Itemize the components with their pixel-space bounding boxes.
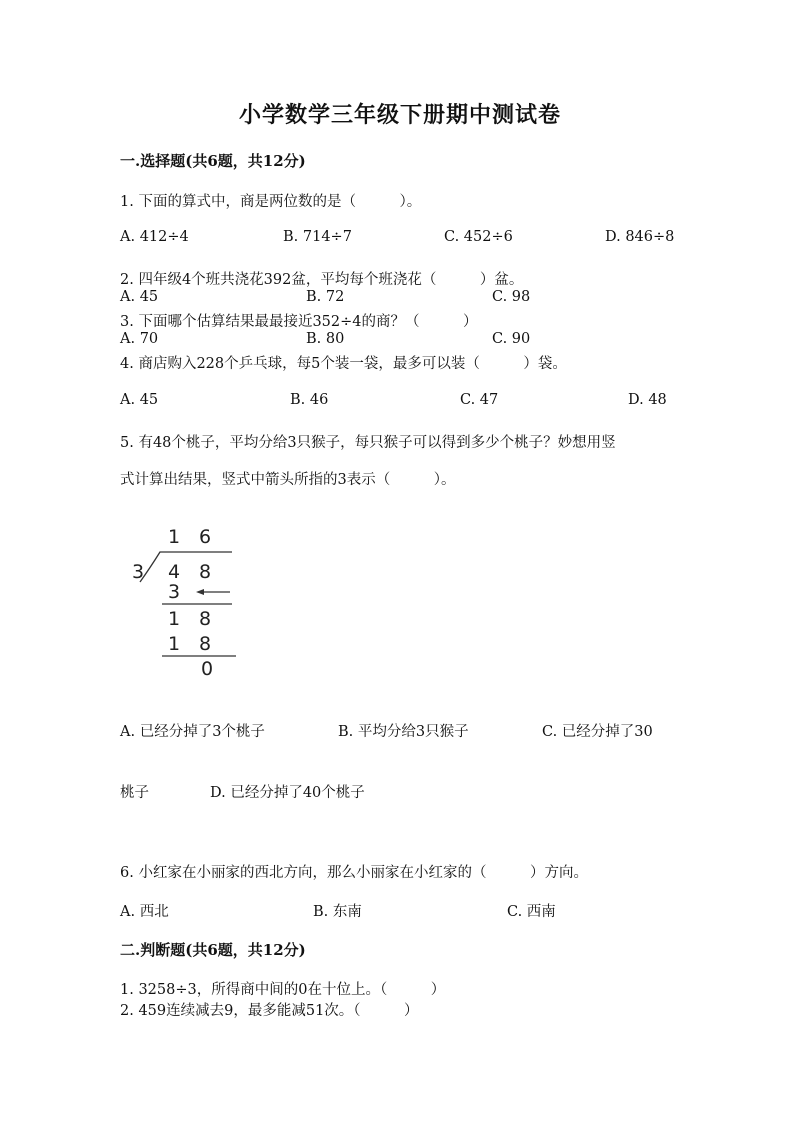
question-5-stem-line2: 式计算出结果，竖式中箭头所指的3表示（ ）。 [120, 472, 456, 488]
remainder-row-digit-2: 8 [199, 608, 212, 630]
quotient-digit-1: 1 [168, 526, 181, 548]
q5-option-c: C. 已经分掉了30 [542, 724, 653, 740]
q1-option-c: C. 452÷6 [444, 229, 513, 245]
partial-product-3: 3 [168, 581, 181, 603]
question-4-stem: 4. 商店购入228个乒乓球，每5个装一袋，最多可以装（ ）袋。 [120, 356, 567, 372]
q5-option-b: B. 平均分给3只猴子 [338, 724, 469, 740]
judge-question-2: 2. 459连续减去9，最多能减51次。（ ） [120, 1003, 419, 1019]
remainder-row-digit-1: 1 [168, 608, 181, 630]
q3-option-c: C. 90 [492, 331, 531, 347]
section-heading-choice: 一.选择题(共6题，共12分) [120, 152, 306, 170]
q5-option-c-wrap: 桃子 [120, 785, 149, 801]
q3-option-a: A. 70 [120, 331, 159, 347]
long-division-figure [120, 520, 250, 680]
question-1-stem: 1. 下面的算式中，商是两位数的是（ ）。 [120, 194, 422, 210]
q1-option-a: A. 412÷4 [120, 229, 189, 245]
q1-option-d: D. 846÷8 [605, 229, 675, 245]
division-bracket [140, 552, 232, 582]
section-heading-judge: 二.判断题(共6题，共12分) [120, 941, 306, 959]
q4-option-c: C. 47 [460, 392, 499, 408]
q4-option-b: B. 46 [290, 392, 329, 408]
q2-option-b: B. 72 [306, 289, 345, 305]
q5-option-a: A. 已经分掉了3个桃子 [120, 724, 265, 740]
q6-option-b: B. 东南 [313, 904, 362, 920]
final-remainder: 0 [201, 658, 214, 680]
q6-option-a: A. 西北 [120, 904, 169, 920]
q4-option-a: A. 45 [120, 392, 159, 408]
question-5-stem-line1: 5. 有48个桃子，平均分给3只猴子，每只猴子可以得到多少个桃子？妙想用竖 [120, 435, 616, 451]
q1-option-b: B. 714÷7 [283, 229, 352, 245]
quotient-digit-2: 6 [199, 526, 212, 548]
question-2-stem: 2. 四年级4个班共浇花392盆，平均每个班浇花（ ）盆。 [120, 272, 524, 288]
question-3-stem: 3. 下面哪个估算结果最最接近352÷4的商？（ ） [120, 314, 478, 330]
page-title: 小学数学三年级下册期中测试卷 [238, 102, 561, 128]
q3-option-b: B. 80 [306, 331, 345, 347]
product-row-digit-2: 8 [199, 633, 212, 655]
dividend-digit-1: 4 [168, 561, 181, 583]
q5-option-d: D. 已经分掉了40个桃子 [210, 785, 365, 801]
q2-option-a: A. 45 [120, 289, 159, 305]
product-row-digit-1: 1 [168, 633, 181, 655]
divisor: 3 [132, 561, 145, 583]
question-6-stem: 6. 小红家在小丽家的西北方向，那么小丽家在小红家的（ ）方向。 [120, 865, 588, 881]
q4-option-d: D. 48 [628, 392, 667, 408]
judge-question-1: 1. 3258÷3，所得商中间的0在十位上。（ ） [120, 982, 446, 998]
arrow-icon [196, 589, 204, 595]
q2-option-c: C. 98 [492, 289, 531, 305]
q6-option-c: C. 西南 [507, 904, 556, 920]
dividend-digit-2: 8 [199, 561, 212, 583]
